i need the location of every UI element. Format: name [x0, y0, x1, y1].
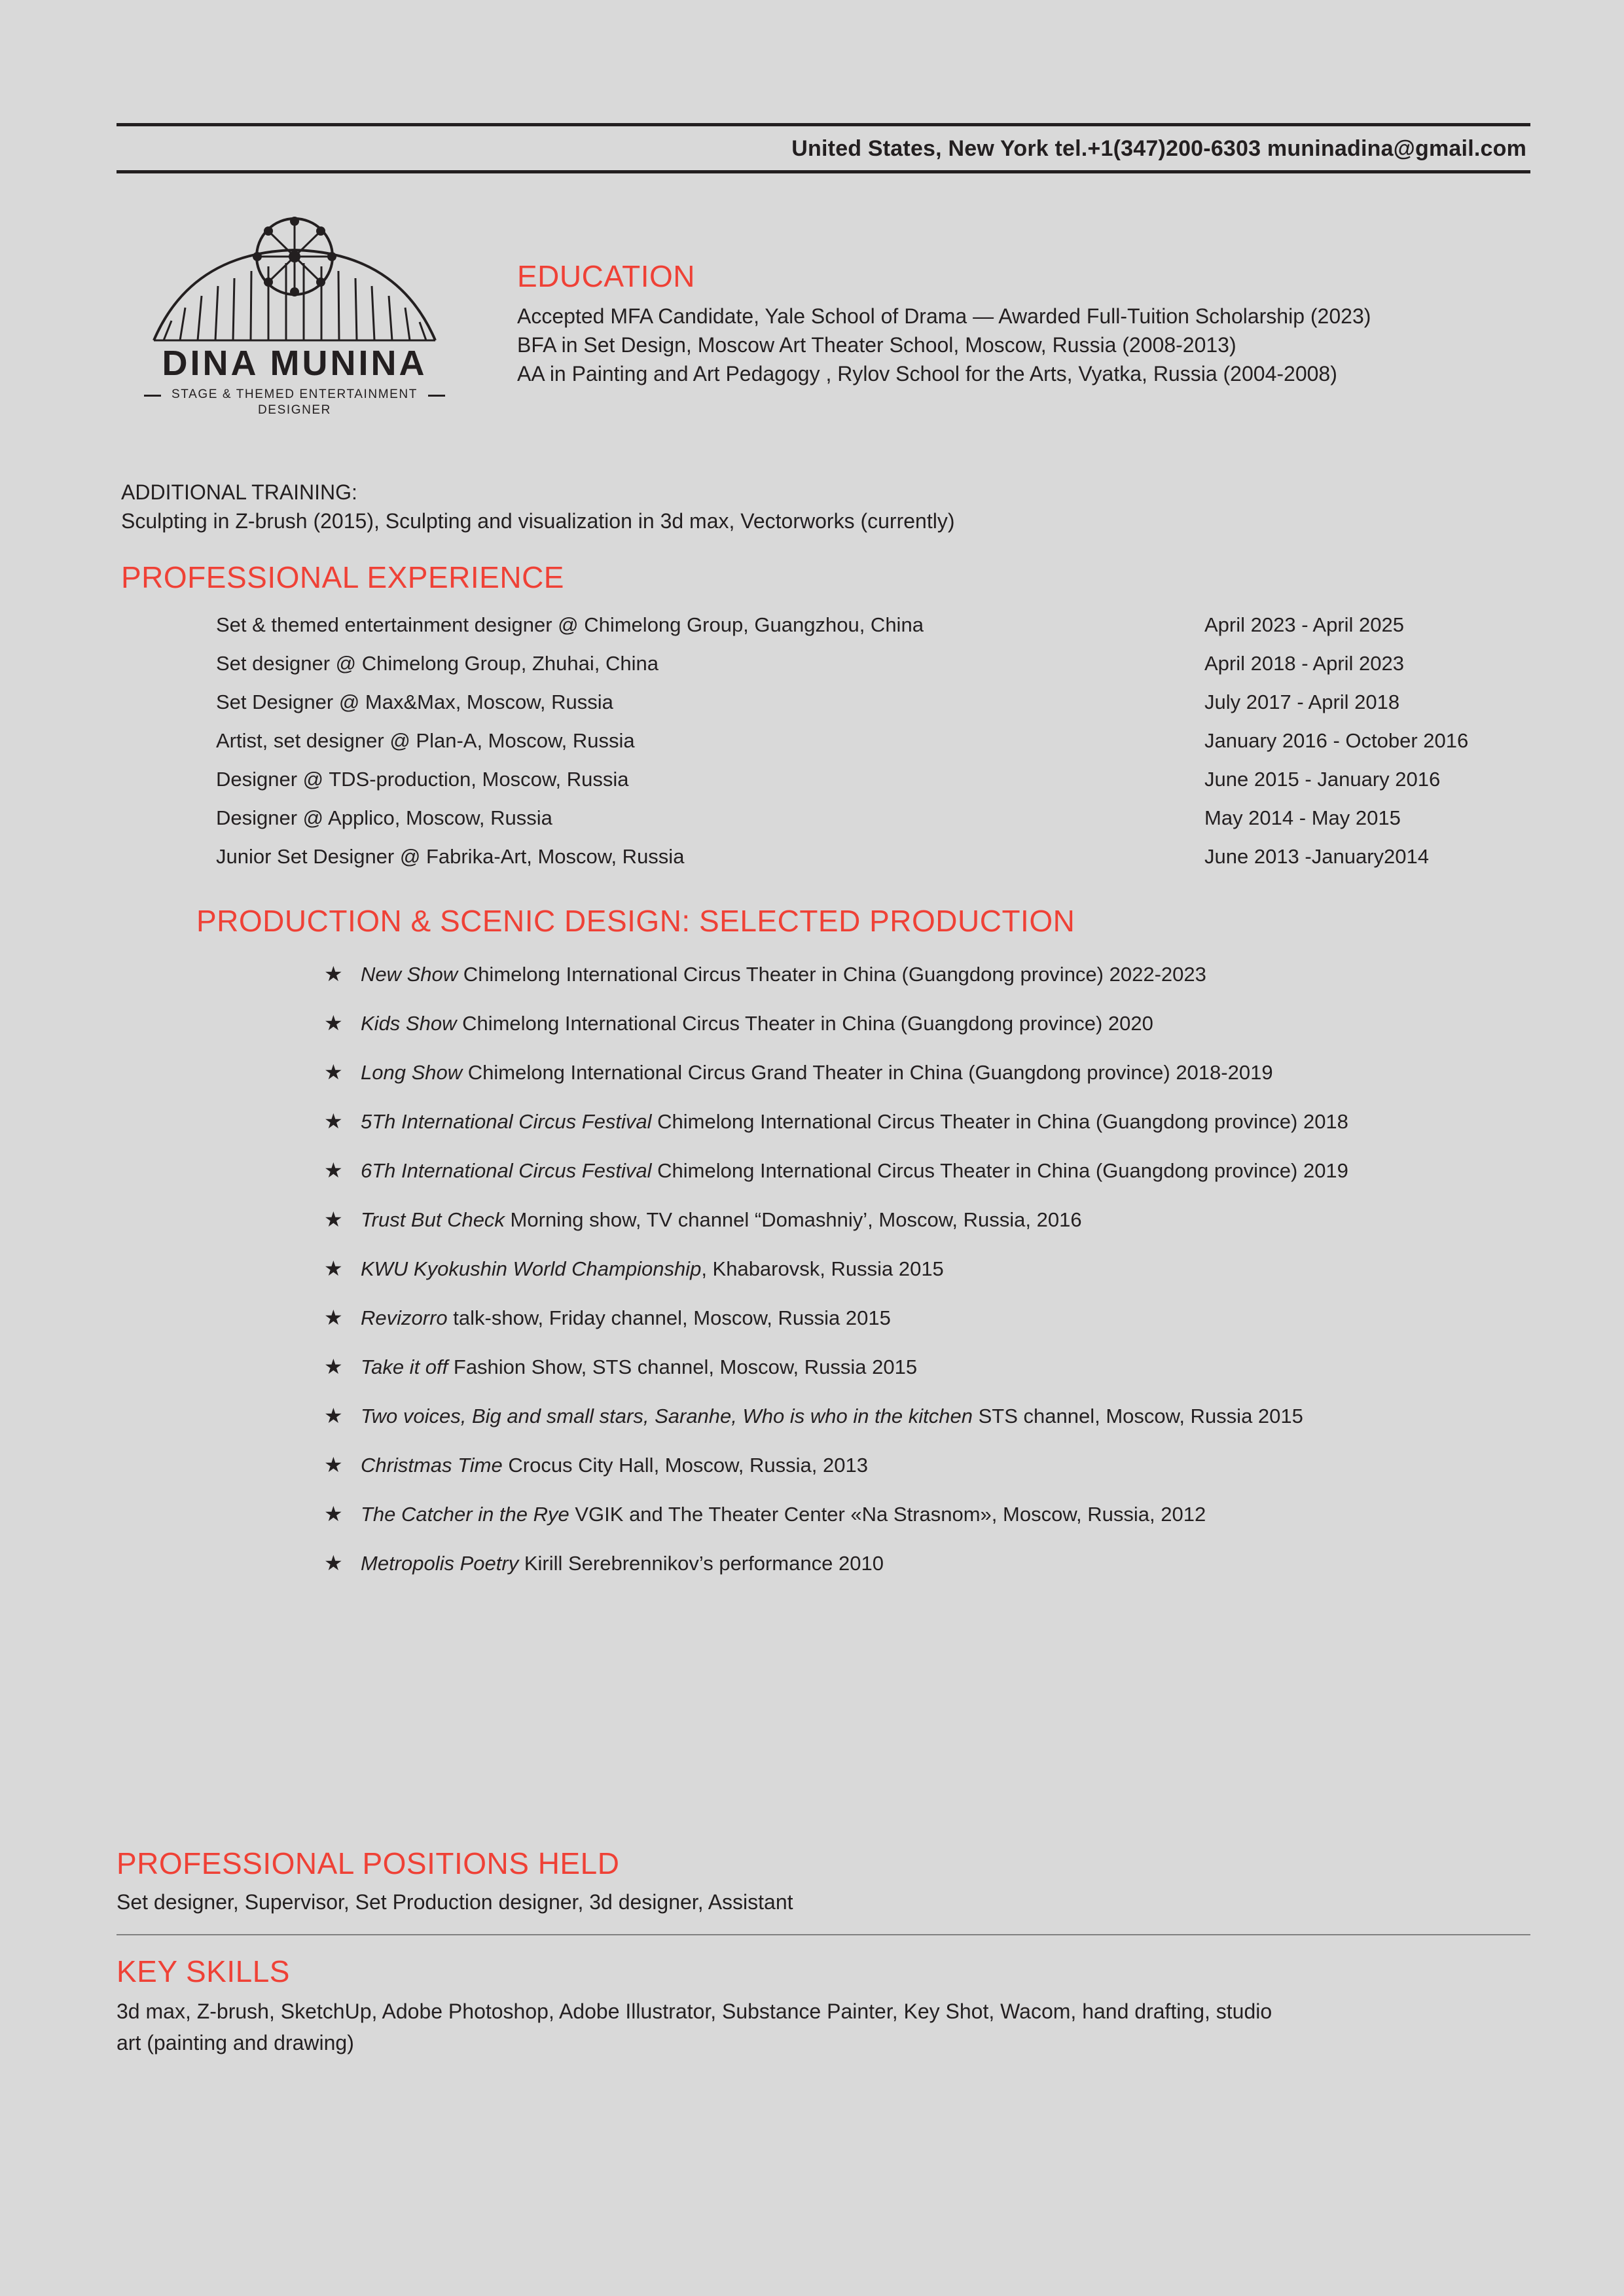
professional-experience-title: PROFESSIONAL EXPERIENCE: [121, 560, 564, 594]
education-item: AA in Painting and Art Pedagogy , Rylov School for the Arts, Vyatka, Russia (2004-2008): [517, 362, 1337, 386]
production-entry-detail: Chimelong International Circus Grand Theater in China (Guangdong province) 2018-2019: [462, 1061, 1273, 1084]
star-icon: ★: [324, 1306, 343, 1329]
production-entry: [361, 1551, 884, 1577]
experience-table: [216, 605, 1538, 876]
list-item: [324, 1452, 1561, 1479]
production-entry-title: Revizorro: [361, 1306, 448, 1329]
star-icon: ★: [324, 1158, 343, 1182]
production-entry-title: Kids Show: [361, 1012, 457, 1035]
logo-mark-icon: [134, 216, 455, 347]
production-entry: [361, 1256, 944, 1282]
production-entry: [361, 1158, 1348, 1184]
production-entry-title: Two voices, Big and small stars, Saranhe, Who is who in the kitchen: [361, 1405, 973, 1427]
production-entry-title: Long Show: [361, 1061, 463, 1084]
logo-tagline-text: STAGE & THEMED ENTERTAINMENT: [171, 387, 418, 401]
list-item: [324, 1010, 1561, 1037]
star-icon: ★: [324, 962, 343, 986]
additional-training-label: ADDITIONAL TRAINING:: [121, 480, 357, 504]
logo-tagline-2: DESIGNER: [257, 403, 332, 417]
list-item: [324, 1206, 1561, 1233]
table-row: [216, 605, 1538, 644]
experience-role: Set & themed entertainment designer @ Chimelong Group, Guangzhou, China: [216, 613, 924, 636]
production-entry-detail: STS channel, Moscow, Russia 2015: [973, 1405, 1303, 1427]
list-item: [324, 1108, 1561, 1135]
header-rule-bottom: [117, 170, 1530, 173]
list-item: [324, 1255, 1561, 1282]
logo-tagline: [124, 387, 465, 402]
production-entry-title: New Show: [361, 963, 458, 986]
experience-role: Designer @ TDS-production, Moscow, Russia: [216, 768, 629, 791]
list-item: [324, 1059, 1561, 1086]
experience-date: April 2023 - April 2025: [1204, 613, 1405, 636]
production-entry: [361, 1403, 1303, 1429]
production-entry-detail: Chimelong International Circus Theater in China (Guangdong province) 2018: [651, 1110, 1348, 1133]
production-section: [121, 903, 1561, 1599]
experience-role: Designer @ Applico, Moscow, Russia: [216, 806, 552, 829]
table-row: [216, 798, 1538, 837]
logo-name: DINA MUNINA: [162, 344, 427, 383]
star-icon: ★: [324, 1453, 343, 1477]
experience-date: May 2014 - May 2015: [1204, 806, 1401, 829]
production-entry: [361, 1207, 1082, 1233]
production-entry-detail: Chimelong International Circus Theater in China (Guangdong province) 2022-2023: [458, 963, 1206, 986]
list-item: [324, 1550, 1561, 1577]
production-entry-detail: , Khabarovsk, Russia 2015: [701, 1257, 944, 1280]
section-divider: [117, 1934, 1530, 1935]
production-entry: [361, 1109, 1348, 1135]
experience-date: June 2015 - January 2016: [1204, 768, 1441, 791]
production-title: PRODUCTION & SCENIC DESIGN: SELECTED PRODUCTION: [196, 904, 1075, 938]
table-row: [216, 644, 1538, 683]
production-entry-detail: Fashion Show, STS channel, Moscow, Russia 2015: [448, 1355, 918, 1378]
logo-block: [124, 216, 465, 432]
production-entry-title: 6Th International Circus Festival: [361, 1159, 652, 1182]
additional-training-section: [121, 478, 1430, 535]
table-row: [216, 760, 1538, 798]
production-entry: [361, 1011, 1153, 1037]
contact-line: United States, New York tel.+1(347)200-6303 muninadina@gmail.com: [791, 136, 1526, 161]
table-row: [216, 837, 1538, 876]
star-icon: ★: [324, 1404, 343, 1427]
education-item: BFA in Set Design, Moscow Art Theater School, Moscow, Russia (2008-2013): [517, 333, 1236, 357]
experience-date: July 2017 - April 2018: [1204, 691, 1400, 713]
production-entry-detail: Chimelong International Circus Theater in China (Guangdong province) 2020: [456, 1012, 1153, 1035]
positions-held-section: [117, 1846, 1537, 1916]
production-entry-title: Christmas Time: [361, 1454, 503, 1477]
production-entry-title: Take it off: [361, 1355, 448, 1378]
production-entry-detail: Kirill Serebrennikov’s performance 2010: [518, 1552, 884, 1575]
education-section: [517, 259, 1538, 388]
star-icon: ★: [324, 1208, 343, 1231]
production-entry-title: Metropolis Poetry: [361, 1552, 519, 1575]
education-title: EDUCATION: [517, 259, 695, 293]
production-entry: [361, 961, 1206, 988]
positions-held-title: PROFESSIONAL POSITIONS HELD: [117, 1846, 620, 1880]
production-entry-detail: VGIK and The Theater Center «Na Strasnom», Moscow, Russia, 2012: [569, 1503, 1206, 1526]
experience-role: Junior Set Designer @ Fabrika-Art, Moscow, Russia: [216, 845, 685, 868]
experience-date: January 2016 - October 2016: [1204, 729, 1469, 752]
star-icon: ★: [324, 1109, 343, 1133]
table-row: [216, 721, 1538, 760]
star-icon: ★: [324, 1257, 343, 1280]
list-item: [324, 1501, 1561, 1528]
experience-role: Set designer @ Chimelong Group, Zhuhai, China: [216, 652, 659, 675]
key-skills-line: art (painting and drawing): [117, 2031, 354, 2054]
list-item: [324, 1403, 1561, 1429]
star-icon: ★: [324, 1060, 343, 1084]
production-entry-detail: Chimelong International Circus Theater in China (Guangdong province) 2019: [651, 1159, 1348, 1182]
production-entry-title: KWU Kyokushin World Championship: [361, 1257, 702, 1280]
document-header: [117, 123, 1530, 173]
production-entry-detail: Morning show, TV channel “Domashniy’, Moscow, Russia, 2016: [504, 1208, 1082, 1231]
table-row: [216, 683, 1538, 721]
production-entry: [361, 1501, 1206, 1528]
list-item: [324, 961, 1561, 988]
additional-training-text: Sculpting in Z-brush (2015), Sculpting and visualization in 3d max, Vectorworks (currently): [121, 509, 955, 533]
list-item: [324, 1304, 1561, 1331]
production-entry-title: 5Th International Circus Festival: [361, 1110, 652, 1133]
production-entry-detail: Crocus City Hall, Moscow, Russia, 2013: [502, 1454, 868, 1477]
experience-role: Set Designer @ Max&Max, Moscow, Russia: [216, 691, 613, 713]
production-entry-detail: talk-show, Friday channel, Moscow, Russia 2015: [447, 1306, 891, 1329]
star-icon: ★: [324, 1355, 343, 1378]
production-entry: [361, 1060, 1273, 1086]
key-skills-title: KEY SKILLS: [117, 1954, 290, 1988]
experience-role: Artist, set designer @ Plan-A, Moscow, Russia: [216, 729, 635, 752]
production-entry-title: Trust But Check: [361, 1208, 505, 1231]
star-icon: ★: [324, 1011, 343, 1035]
star-icon: ★: [324, 1551, 343, 1575]
education-item: Accepted MFA Candidate, Yale School of Drama — Awarded Full-Tuition Scholarship (2023): [517, 304, 1371, 328]
star-icon: ★: [324, 1502, 343, 1526]
key-skills-section: [117, 1954, 1543, 2058]
list-item: [324, 1157, 1561, 1184]
list-item: [324, 1354, 1561, 1380]
positions-held-text: Set designer, Supervisor, Set Production designer, 3d designer, Assistant: [117, 1890, 793, 1914]
professional-experience-section: [121, 560, 1542, 876]
production-entry: [361, 1452, 868, 1479]
key-skills-line: 3d max, Z-brush, SketchUp, Adobe Photoshop, Adobe Illustrator, Substance Painter, Key Shot, Wacom, hand drafting, studio: [117, 2000, 1272, 2023]
production-entry: [361, 1354, 917, 1380]
production-entry-title: The Catcher in the Rye: [361, 1503, 569, 1526]
production-entry: [361, 1305, 891, 1331]
experience-date: June 2013 -January2014: [1204, 845, 1429, 868]
experience-date: April 2018 - April 2023: [1204, 652, 1405, 675]
